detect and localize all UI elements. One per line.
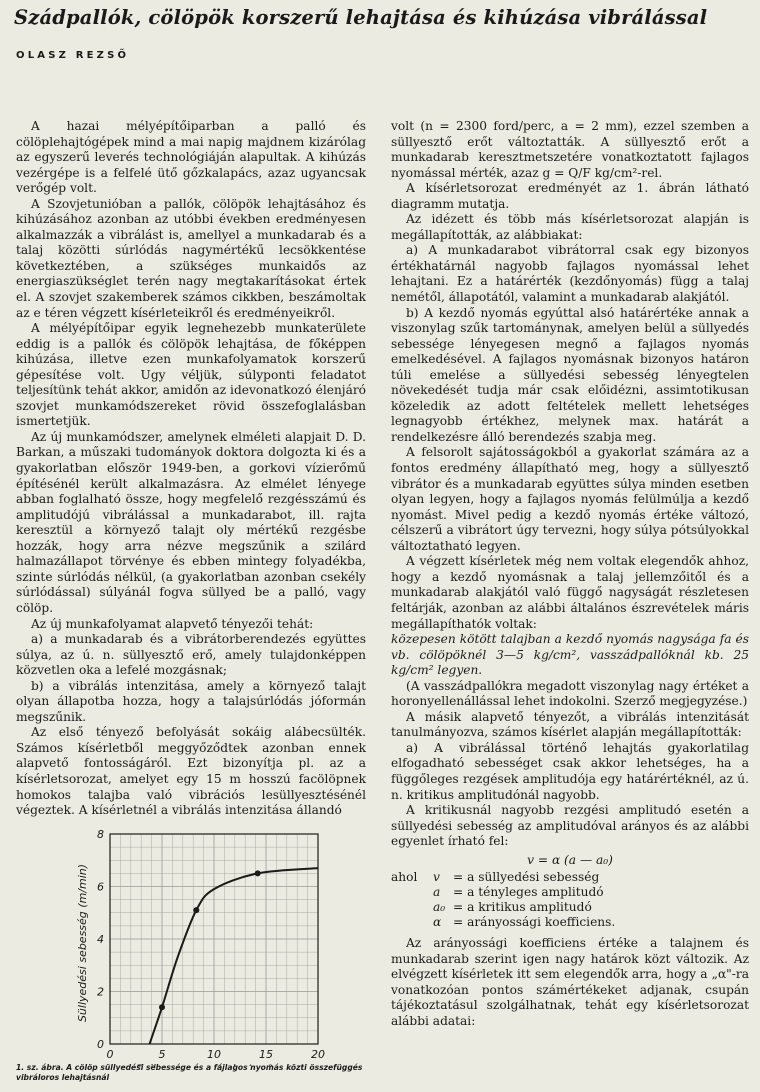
x-tick-label: 15 bbox=[259, 1048, 273, 1061]
data-point bbox=[193, 907, 199, 913]
paragraph: b) A kezdő nyomás egyúttal alsó határértéke annak a viszonylag szűk tartománynak, amelyen belül a süllyedés sebessége lényegesen megnő a fajlagos nyomás emelkedésével. A fajlagos nyomásnak bizonyos határon túli emelése a süllyedési sebesség lényegtelen növekedését tudja már csak előidézni, assimtotikusan közeledik az adott feltételek mellett lehetséges legnagyobb értékhez, melynek max. határát a rendelkezésre álló berendezés szabja meg. bbox=[391, 305, 749, 444]
article-author: OLASZ REZSŐ bbox=[16, 50, 130, 61]
symbol-lead bbox=[391, 885, 433, 900]
symbol-lead bbox=[391, 915, 433, 930]
symbol-lead bbox=[391, 900, 433, 915]
figure-caption: 1. sz. ábra. A cölöp süllyedési sebessége és a fajlagos nyomás közti összefüggés vibráloros lehajtásnál bbox=[16, 1063, 363, 1082]
symbol-desc: = arányossági koefficiens. bbox=[453, 915, 616, 930]
symbol: α bbox=[433, 915, 442, 930]
symbol: v bbox=[433, 870, 440, 885]
symbol-desc: = a süllyedési sebesség bbox=[453, 870, 600, 885]
symbol-lead: ahol bbox=[391, 870, 418, 885]
paragraph: b) a vibrálás intenzitása, amely a környező talajt olyan állapotba hozza, hogy a talajsúrlódás jóformán megszűnik. bbox=[16, 678, 366, 724]
paragraph: A kritikusnál nagyobb rezgési amplitudó esetén a süllyedési sebesség az amplitudóval arányos és az alábbi egyenlet írható fel: bbox=[391, 803, 749, 849]
paragraph: A végzett kísérletek még nem voltak elegendők ahhoz, hogy a kezdő nyomásnak a talaj jellemzőitől és a munkadarab alakjától való függő nagyságát részletesen feltárják, azonban az alábbi általános észrevételek máris megállapíthatók voltak: bbox=[391, 554, 749, 631]
paragraph: a) A munkadarabot vibrátorral csak egy bizonyos értékhatárnál nagyobb fajlagos nyomással lehet lehajtani. Ez a határérték (kezdőnyomás) függ a talaj nemétől, állapotától, valamint a munkadarab alakjától. bbox=[391, 243, 749, 305]
paragraph: A mélyépítőipar egyik legnehezebb munkaterülete eddig is a pallók és cölöpök lehajtása, de főképpen kihúzása, illetve ezen munkafolyamatok korszerű gépesítése volt. Ugy véljük, súlyponti feladatot teljesítünk tehát akkor, amidőn az idevonatkozó élenjáró szovjet munkamódszereket rövid összefoglalásban ismertetjük. bbox=[16, 321, 366, 429]
equation: v = α (a — a₀) bbox=[527, 852, 613, 867]
paragraph: a) A vibrálással történő lehajtás gyakorlatilag elfogadható sebességet csak akkor lehetséges, ha a függőleges rezgések amplitudója egy határértéknél, az ú. n. kritikus amplitudónál nagyobb. bbox=[391, 740, 749, 802]
paragraph: Az új munkamódszer, amelynek elméleti alapjait D. D. Barkan, a műszaki tudományok doktora dolgozta ki és a gyakorlatban először 1949-ben, a gorkovi vízierőmű építésénél került alkalmazásra. Az elmélet lényege abban foglalható össze, hogy megfelelő rezgésszámú és amplitudójú vibrálással a munkadarabot, ill. rajta keresztül a környező talajt oly mértékű rezgésbe hozzák, hogy arra nézve megszűnik a szilárd halmazállapot törvénye és ebben mintegy folyadékba, szinte súrlódás nélkül, (a gyakorlatban azonban csekély súrlódással) súlyánál fogva süllyed be a palló, vagy cölöp. bbox=[16, 429, 366, 615]
paragraph: A Szovjetunióban a pallók, cölöpök lehajtásához és kihúzásához azonban az utóbbi években eredményesen alkalmazzák a vibrálást is, amellyel a munkadarab és a talaj közötti súrlódás nagymértékű lecsökkentése következtében, a szükséges munkaidős az energiaszükséglet terén nagy megtakarításokat értek el. A szovjet szakemberek számos cikkben, beszámoltak az e téren végzett kísérleteikről és eredményeikről. bbox=[16, 196, 366, 320]
y-tick-label: 0 bbox=[97, 1038, 104, 1051]
y-tick-label: 2 bbox=[97, 985, 104, 999]
paragraph: Az arányossági koefficiens értéke a talajnem és munkadarab szerint igen nagy határok közt változik. Az elvégzett kísérletek itt sem elegendők arra, hogy a „α"-ra vonatkozóan pontos számértékeket adjanak, csupán tájékoztatásul szolgálhatnak, tehát egy kísérletsorozat alábbi adatai: bbox=[391, 936, 749, 1028]
y-tick-label: 8 bbox=[97, 828, 104, 841]
symbol-row bbox=[391, 870, 749, 885]
x-tick-label: 20 bbox=[311, 1048, 325, 1061]
symbol: a₀ bbox=[433, 900, 446, 915]
chart-svg bbox=[16, 826, 366, 1066]
x-tick-label: 0 bbox=[106, 1048, 114, 1061]
symbol-desc: = a tényleges amplitudó bbox=[453, 885, 604, 900]
paragraph: volt (n = 2300 ford/perc, a = 2 mm), ezzel szemben a süllyesztő erőt változtatták. A süllyesztő erőt a munkadarab keresztmetszetére vonatkoztatott fajlagos nyomással mérték, azaz g = Q/F kg/cm²-rel. bbox=[391, 119, 749, 180]
right-column bbox=[391, 119, 749, 1030]
paragraph: Az új munkafolyamat alapvető tényezői tehát: bbox=[31, 616, 314, 631]
symbol-row bbox=[391, 900, 749, 915]
paragraph: a) a munkadarab és a vibrátorberendezés együttes súlya, az ú. n. süllyesztő erő, amely tulajdonképpen közvetlen oka a lefelé mozgásnak; bbox=[16, 632, 366, 678]
paragraph: A felsorolt sajátosságokból a gyakorlat számára az a fontos eredmény állapítható meg, hogy a süllyesztő vibrátor és a munkadarab együttes súlya minden esetben olyan legyen, hogy a fajlagos nyomás felülmúlja a kezdő nyomást. Mivel pedig a kezdő nyomás értéke változó, célszerű a vibrátort úgy tervezni, hogy súlya pótsúlyokkal változtatható legyen. bbox=[391, 445, 749, 553]
x-tick-label: 10 bbox=[207, 1048, 221, 1061]
article-title: Szádpallók, cölöpök korszerű lehajtása és kihúzása vibrálással bbox=[14, 6, 708, 29]
paragraph: (A vasszádpallókra megadott viszonylag nagy értéket a horonyellenállással lehet indokolni. Szerző megjegyzése.) bbox=[391, 678, 749, 709]
y-tick-label: 4 bbox=[97, 933, 104, 946]
data-point bbox=[159, 1004, 165, 1010]
paragraph: A hazai mélyépítőiparban a palló és cölöplehajtógépek mind a mai napig majdnem kizárólag az egyszerű leverés technológiáján alapultak. A kihúzás vezérgépe is a felfelé ütő gőzkalapács, azaz ugyancsak verőgép volt. bbox=[16, 119, 366, 196]
data-point bbox=[255, 870, 261, 876]
symbol-list bbox=[391, 870, 749, 930]
symbol-row bbox=[391, 885, 749, 900]
symbol: a bbox=[433, 885, 441, 900]
x-tick-label: 5 bbox=[158, 1048, 166, 1061]
y-axis-label: Süllyedési sebesség (m/min) bbox=[76, 863, 89, 1023]
paragraph: Az idézett és több más kísérletsorozat alapján is megállapították, az alábbiakat: bbox=[391, 212, 749, 242]
symbol-row bbox=[391, 915, 749, 930]
paragraph: A másik alapvető tényezőt, a vibrálás intenzitását tanulmányozva, számos kísérlet alapján megállapították: bbox=[391, 709, 749, 740]
symbol-desc: = a kritikus amplitudó bbox=[453, 900, 592, 915]
paragraph: közepesen kötött talajban a kezdő nyomás nagysága fa és vb. cölöpöknél 3—5 kg/cm², vasszádpallóknál kb. 25 kg/cm² legyen. bbox=[391, 632, 749, 678]
paragraph: Az első tényező befolyását sokáig alábecsülték. Számos kísérletből meggyőződtek azonban ennek alapvető fontosságáról. Ezt bizonyítja pl. az a kísérletsorozat, amelyet egy 15 m hosszú facölöpnek homokos talajba való vibrációs lesüllyesztésénél végeztek. A kísérletnél a vibrálás intenzitása állandó bbox=[16, 725, 366, 818]
y-tick-label: 6 bbox=[97, 880, 104, 894]
paragraph: A kísérletsorozat eredményét az 1. ábrán látható diagramm mutatja. bbox=[391, 181, 749, 211]
figure-1 bbox=[16, 826, 366, 1076]
left-column bbox=[16, 119, 366, 819]
